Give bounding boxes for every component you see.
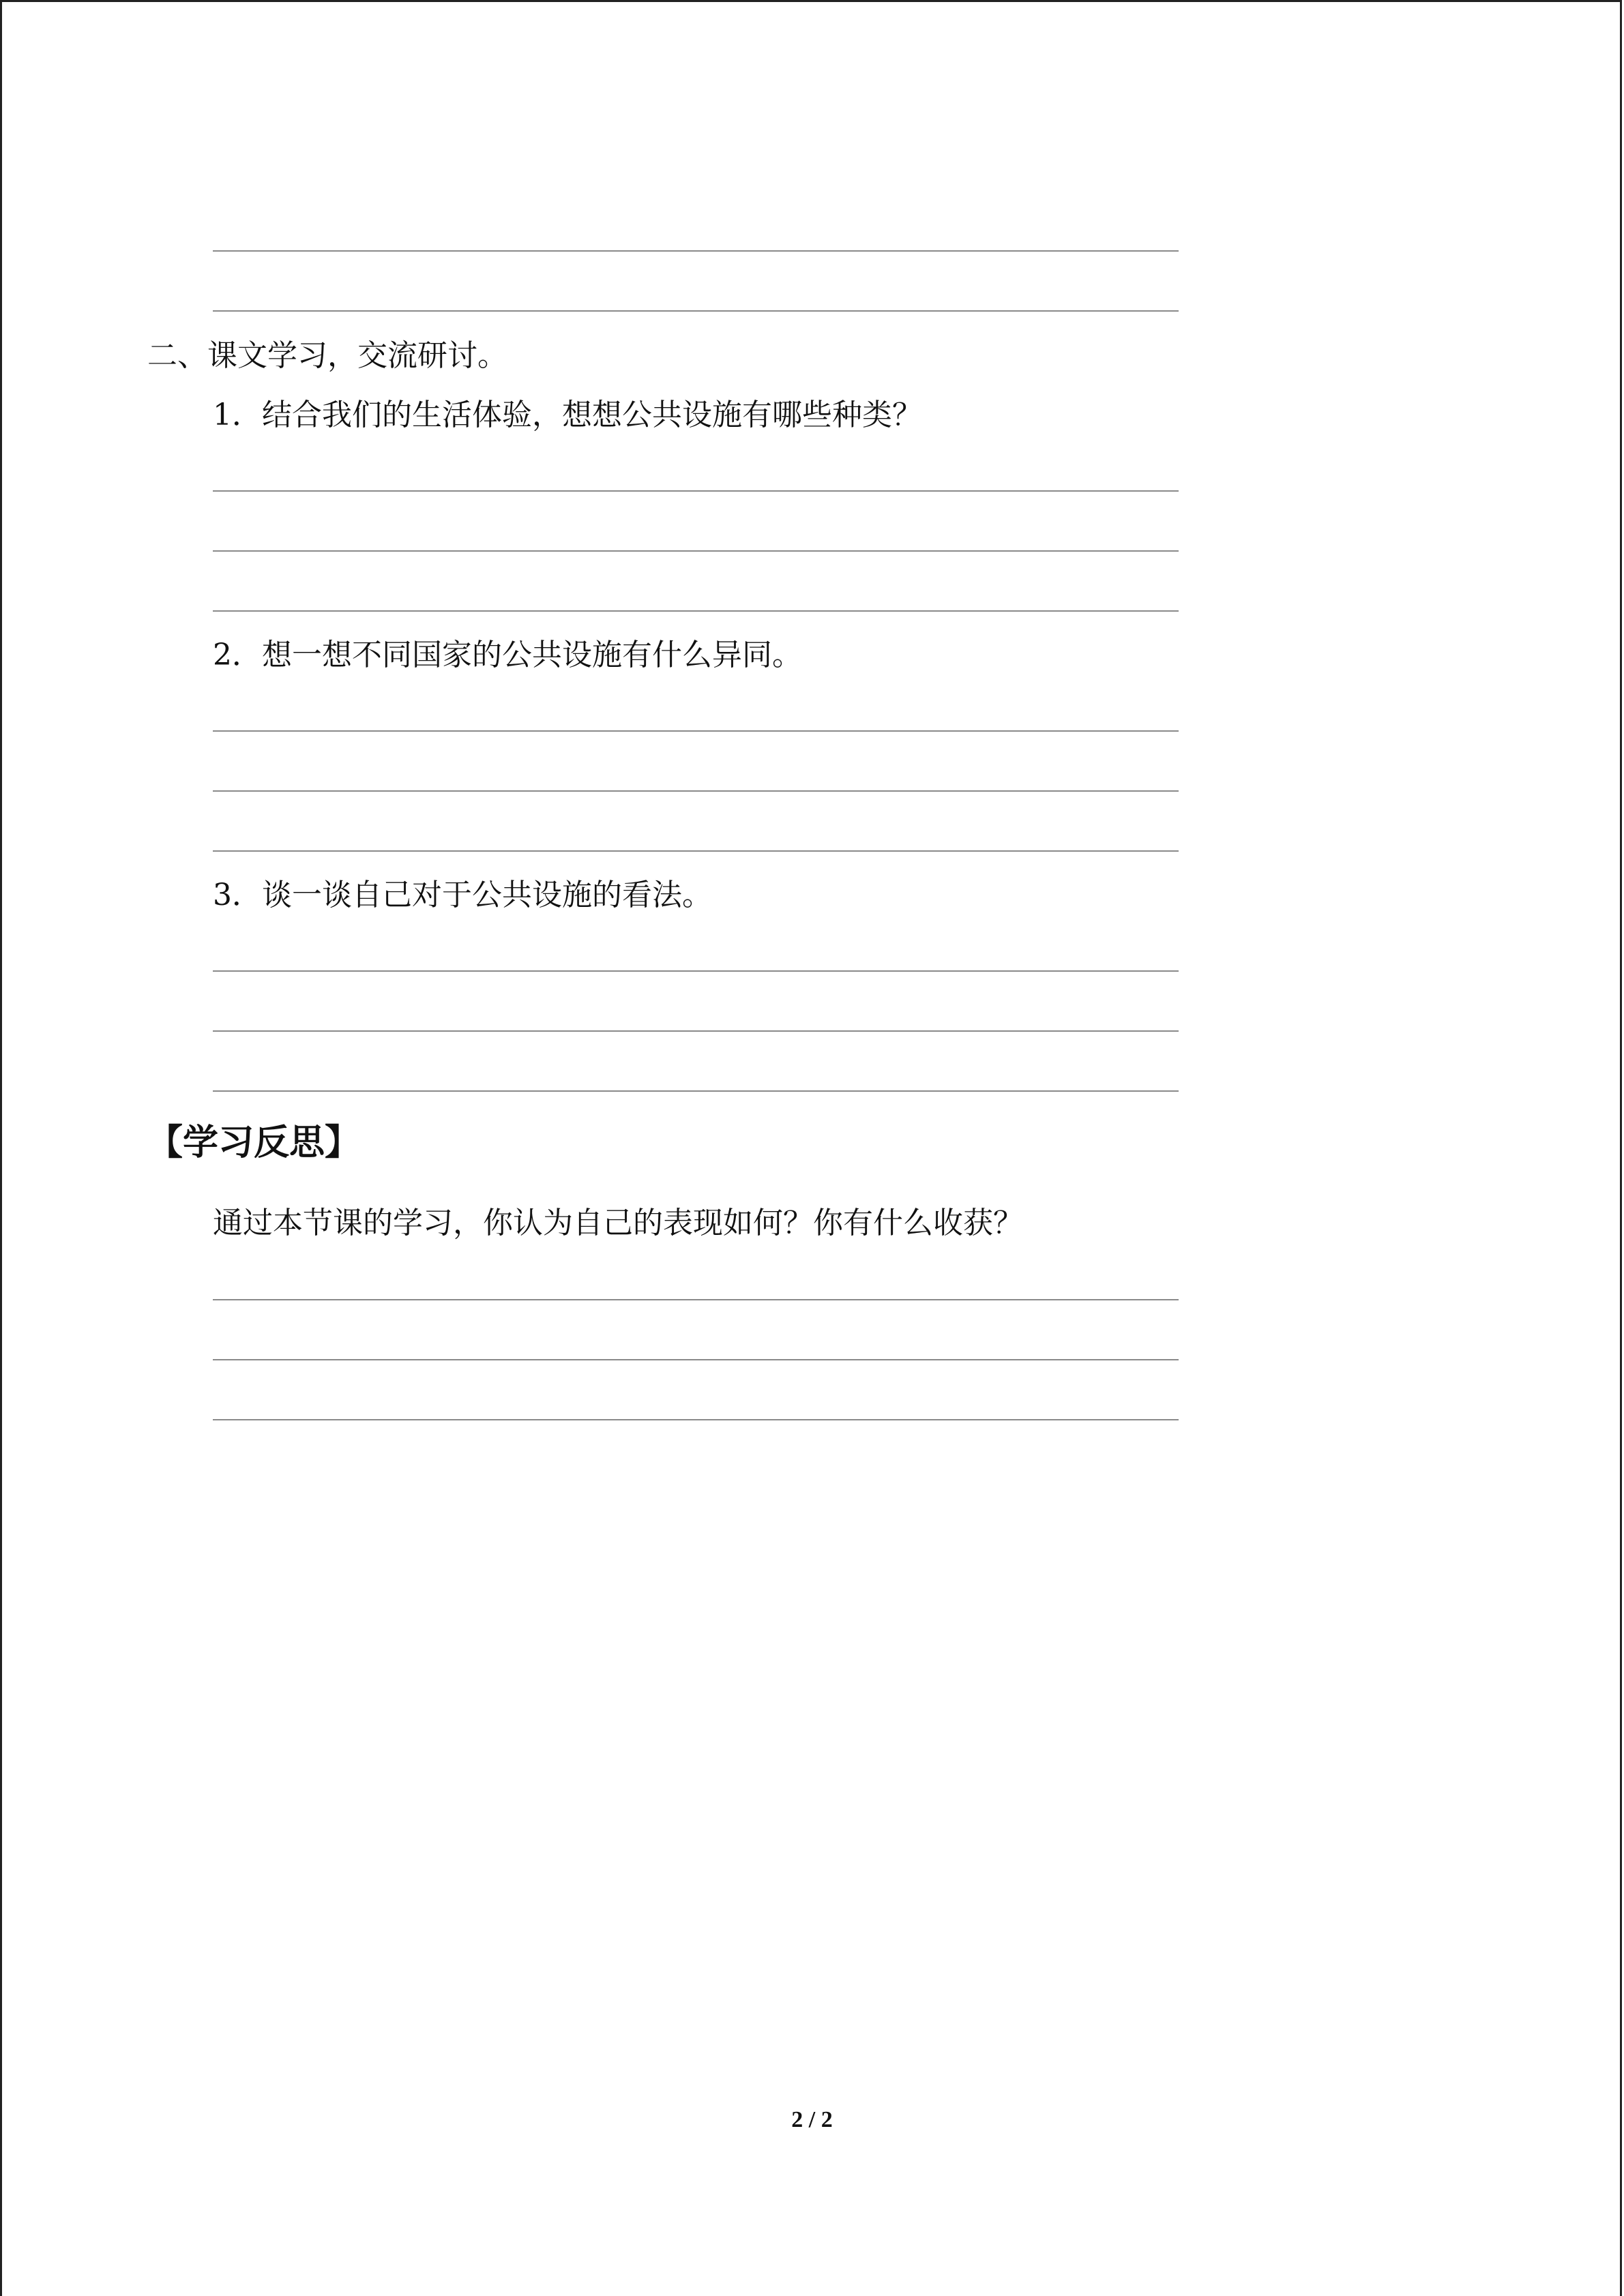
question-1: 1．结合我们的生活体验，想想公共设施有哪些种类？ bbox=[213, 398, 922, 432]
answer-line[interactable] bbox=[213, 1299, 1179, 1300]
answer-line[interactable] bbox=[213, 1359, 1179, 1360]
question-3: 3．谈一谈自己对于公共设施的看法。 bbox=[213, 878, 712, 912]
answer-line[interactable] bbox=[213, 610, 1179, 612]
answer-line[interactable] bbox=[213, 1030, 1179, 1032]
answer-line[interactable] bbox=[213, 550, 1179, 552]
answer-line[interactable] bbox=[213, 310, 1179, 312]
answer-line[interactable] bbox=[213, 970, 1179, 972]
answer-line[interactable] bbox=[213, 490, 1179, 492]
page-number: 2 / 2 bbox=[791, 2107, 833, 2132]
answer-line[interactable] bbox=[213, 1419, 1179, 1420]
answer-line[interactable] bbox=[213, 1090, 1179, 1092]
answer-line[interactable] bbox=[213, 790, 1179, 792]
question-2: 2．想一想不同国家的公共设施有什么异同。 bbox=[213, 638, 802, 672]
reflection-title: 【学习反思】 bbox=[147, 1122, 361, 1163]
answer-line[interactable] bbox=[213, 850, 1179, 852]
reflection-prompt: 通过本节课的学习，你认为自己的表现如何？你有什么收获？ bbox=[213, 1206, 1023, 1240]
section-heading: 二、课文学习，交流研讨。 bbox=[147, 338, 507, 373]
answer-line[interactable] bbox=[213, 730, 1179, 732]
answer-line[interactable] bbox=[213, 250, 1179, 252]
